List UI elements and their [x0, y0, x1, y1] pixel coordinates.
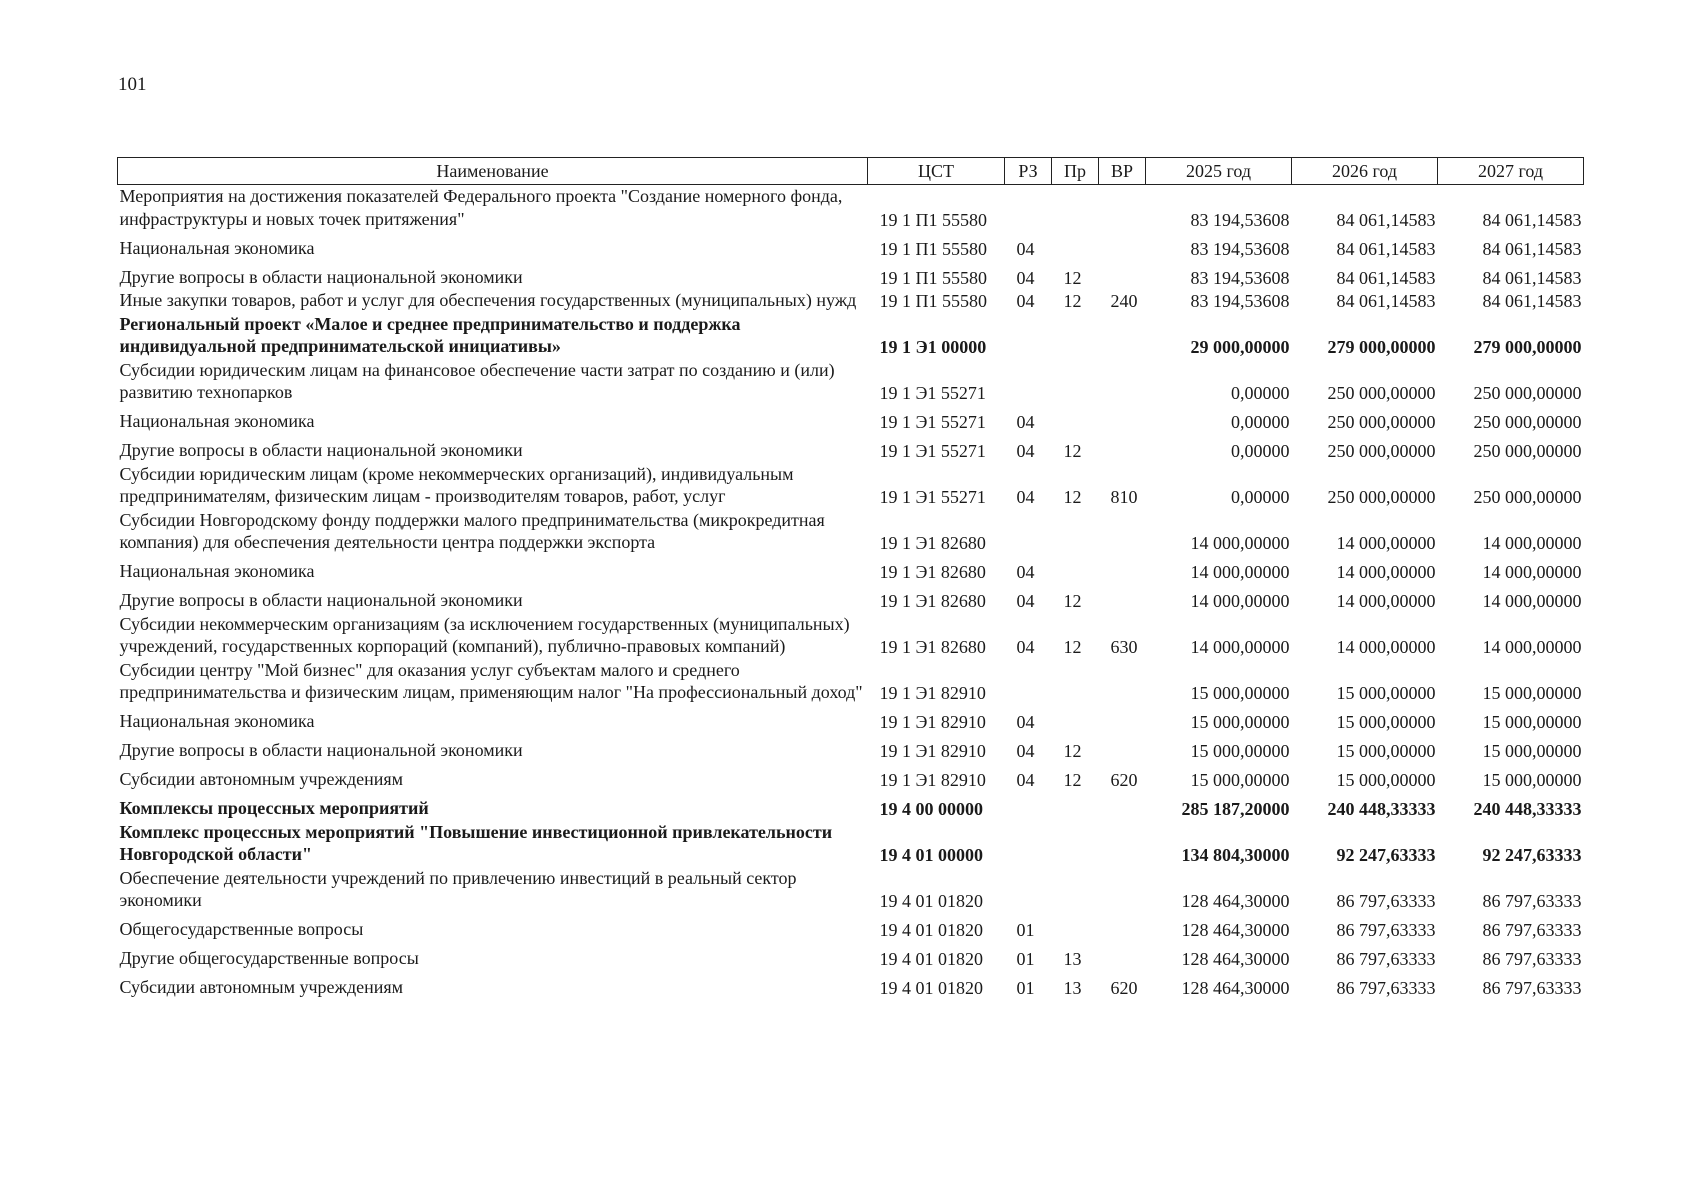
- row-2026: 86 797,63333: [1336, 891, 1436, 911]
- row-cst: 19 1 Э1 55271: [879, 383, 986, 403]
- row-cst: 19 1 Э1 82680: [879, 533, 986, 553]
- header-cst: ЦСТ: [868, 158, 1005, 185]
- row-name: Другие вопросы в области национальной экономики: [119, 740, 523, 760]
- row-2025: 14 000,00000: [1190, 591, 1290, 611]
- row-rz: [1005, 792, 1052, 821]
- row-2026: 279 000,00000: [1327, 337, 1436, 357]
- table-body: [118, 185, 1584, 1000]
- row-2025: 128 464,30000: [1181, 891, 1290, 911]
- row-vr: [1099, 313, 1146, 359]
- header-vr: ВР: [1099, 158, 1146, 185]
- row-2026: 14 000,00000: [1336, 533, 1436, 553]
- row-rz: 01: [1016, 949, 1035, 969]
- row-name: Другие общегосударственные вопросы: [119, 948, 419, 968]
- row-rz: 04: [1016, 712, 1035, 732]
- row-pr: 12: [1063, 267, 1082, 288]
- row-2027: 14 000,00000: [1482, 637, 1582, 657]
- row-2027: 92 247,63333: [1482, 845, 1582, 865]
- row-name: Субсидии Новгородскому фонду поддержки малого предпринимательства (микрокредитная компания) для обеспечения деятельности центра поддержки экспорта: [119, 509, 825, 552]
- row-cst: 19 4 01 01820: [879, 891, 983, 911]
- row-name: Субсидии центру "Мой бизнес" для оказания услуг субъектам малого и среднего предпринимательства и физическим лицам, применяющим налог "На профессиональный доход": [119, 659, 863, 702]
- row-2025: 15 000,00000: [1190, 683, 1290, 703]
- row-vr: [1099, 659, 1146, 705]
- row-cst: 19 1 Э1 82680: [879, 562, 986, 582]
- row-2027: 250 000,00000: [1473, 383, 1582, 403]
- row-vr: 810: [1110, 487, 1138, 507]
- table-row: [118, 734, 1584, 763]
- row-2025: 285 187,20000: [1181, 799, 1290, 819]
- row-pr: [1052, 913, 1099, 942]
- row-2027: 240 448,33333: [1473, 799, 1582, 819]
- row-2027: 84 061,14583: [1482, 291, 1582, 311]
- row-vr: [1099, 260, 1146, 289]
- row-rz: [1005, 821, 1052, 867]
- row-2025: 83 194,53608: [1190, 209, 1290, 230]
- row-2026: 15 000,00000: [1336, 770, 1436, 790]
- table-row: [118, 405, 1584, 434]
- row-2026: 250 000,00000: [1327, 412, 1436, 432]
- row-2027: 14 000,00000: [1482, 562, 1582, 582]
- row-2025: 128 464,30000: [1181, 978, 1290, 998]
- row-2026: 15 000,00000: [1336, 741, 1436, 761]
- row-rz: 04: [1016, 487, 1035, 507]
- row-name: Комплекс процессных мероприятий "Повышение инвестиционной привлекательности Новгородской области": [119, 821, 833, 864]
- row-rz: 04: [1016, 591, 1035, 611]
- row-pr: [1052, 313, 1099, 359]
- row-name: Обеспечение деятельности учреждений по привлечению инвестиций в реальный сектор экономики: [119, 867, 797, 910]
- row-name: Региональный проект «Малое и среднее предпринимательство и поддержка индивидуальной предпринимательской инициативы»: [119, 313, 741, 356]
- table-row: [118, 792, 1584, 821]
- row-rz: [1005, 313, 1052, 359]
- row-vr: [1099, 734, 1146, 763]
- row-cst: 19 4 01 01820: [879, 920, 983, 940]
- row-rz: 01: [1016, 920, 1035, 940]
- row-pr: 12: [1063, 487, 1082, 507]
- row-2027: 250 000,00000: [1473, 487, 1582, 507]
- budget-table: [117, 157, 1584, 1000]
- row-vr: [1099, 821, 1146, 867]
- row-name: Национальная экономика: [119, 711, 315, 731]
- row-2027: 15 000,00000: [1482, 770, 1582, 790]
- row-2025: 0,00000: [1231, 412, 1290, 432]
- row-pr: [1052, 821, 1099, 867]
- row-2027: 15 000,00000: [1482, 712, 1582, 732]
- row-cst: 19 1 П1 55580: [879, 291, 987, 311]
- row-cst: 19 1 Э1 82680: [879, 591, 986, 611]
- row-2027: 84 061,14583: [1482, 238, 1582, 259]
- row-2026: 84 061,14583: [1336, 209, 1436, 230]
- row-rz: 04: [1016, 267, 1035, 288]
- row-2027: 86 797,63333: [1482, 978, 1582, 998]
- row-vr: 620: [1110, 978, 1138, 998]
- row-2025: 14 000,00000: [1190, 533, 1290, 553]
- row-cst: 19 1 Э1 82910: [879, 770, 986, 790]
- table-row: [118, 313, 1584, 359]
- table-row: [118, 463, 1584, 509]
- row-2027: 14 000,00000: [1482, 591, 1582, 611]
- row-cst: 19 1 Э1 00000: [879, 337, 987, 357]
- row-name: Общегосударственные вопросы: [119, 919, 364, 939]
- row-vr: [1099, 434, 1146, 463]
- row-vr: [1099, 705, 1146, 734]
- row-2027: 84 061,14583: [1482, 267, 1582, 288]
- header-2026: 2026 год: [1292, 158, 1438, 185]
- row-2026: 250 000,00000: [1327, 383, 1436, 403]
- row-2026: 250 000,00000: [1327, 441, 1436, 461]
- table-row: [118, 289, 1584, 313]
- row-vr: [1099, 405, 1146, 434]
- header-rz: РЗ: [1005, 158, 1052, 185]
- row-2025: 0,00000: [1231, 487, 1290, 507]
- row-name: Другие вопросы в области национальной экономики: [119, 440, 523, 460]
- row-rz: [1005, 659, 1052, 705]
- header-pr: Пр: [1052, 158, 1099, 185]
- row-2026: 86 797,63333: [1336, 949, 1436, 969]
- table-row: [118, 867, 1584, 913]
- row-pr: 12: [1063, 770, 1082, 790]
- row-vr: [1099, 231, 1146, 260]
- row-name: Иные закупки товаров, работ и услуг для обеспечения государственных (муниципальных) нужд: [119, 290, 857, 310]
- row-name: Субсидии юридическим лицам на финансовое обеспечение части затрат по созданию и (или) развитию технопарков: [119, 359, 835, 402]
- row-name: Другие вопросы в области национальной экономики: [119, 590, 523, 610]
- table-row: [118, 185, 1584, 232]
- table-row: [118, 613, 1584, 659]
- row-2026: 14 000,00000: [1336, 591, 1436, 611]
- row-2027: 15 000,00000: [1482, 741, 1582, 761]
- row-2025: 14 000,00000: [1190, 562, 1290, 582]
- row-2025: 83 194,53608: [1190, 238, 1290, 259]
- row-vr: 620: [1110, 770, 1138, 790]
- row-vr: [1099, 185, 1146, 232]
- table-row: [118, 763, 1584, 792]
- row-vr: 630: [1110, 637, 1138, 657]
- row-vr: 240: [1110, 291, 1138, 311]
- row-2027: 86 797,63333: [1482, 920, 1582, 940]
- row-2026: 15 000,00000: [1336, 683, 1436, 703]
- table-row: [118, 942, 1584, 971]
- row-pr: [1052, 659, 1099, 705]
- row-name: Комплексы процессных мероприятий: [119, 798, 429, 818]
- row-cst: 19 4 01 00000: [879, 845, 983, 865]
- row-2025: 29 000,00000: [1190, 337, 1290, 357]
- row-name: Национальная экономика: [119, 237, 315, 258]
- row-2025: 15 000,00000: [1190, 770, 1290, 790]
- row-2026: 92 247,63333: [1336, 845, 1436, 865]
- row-2025: 134 804,30000: [1181, 845, 1290, 865]
- row-2026: 84 061,14583: [1336, 267, 1436, 288]
- table-row: [118, 260, 1584, 289]
- table-row: [118, 359, 1584, 405]
- row-name: Субсидии некоммерческим организациям (за исключением государственных (муниципальных) учреждений, государственных корпораций (компаний), публично-правовых компаний): [119, 613, 850, 656]
- row-2027: 279 000,00000: [1473, 337, 1582, 357]
- row-2026: 250 000,00000: [1327, 487, 1436, 507]
- row-name: Субсидии юридическим лицам (кроме некоммерческих организаций), индивидуальным предпринимателям, физическим лицам - производителям товаров, работ, услуг: [119, 463, 794, 506]
- row-2026: 86 797,63333: [1336, 978, 1436, 998]
- row-pr: [1052, 555, 1099, 584]
- row-cst: 19 1 Э1 55271: [879, 487, 986, 507]
- row-cst: 19 4 01 01820: [879, 949, 983, 969]
- row-pr: 12: [1063, 441, 1082, 461]
- row-cst: 19 1 Э1 82910: [879, 712, 986, 732]
- header-2027: 2027 год: [1438, 158, 1584, 185]
- row-pr: 12: [1063, 741, 1082, 761]
- row-2027: 86 797,63333: [1482, 891, 1582, 911]
- page-number: 101: [118, 74, 147, 95]
- row-name: Мероприятия на достижения показателей Федерального проекта "Создание номерного фонда, инфраструктуры и новых точек притяжения": [119, 186, 843, 229]
- row-pr: 13: [1063, 978, 1082, 998]
- table-row: [118, 705, 1584, 734]
- row-2026: 14 000,00000: [1336, 562, 1436, 582]
- row-cst: 19 1 Э1 82680: [879, 637, 986, 657]
- row-cst: 19 1 П1 55580: [879, 267, 987, 288]
- row-2025: 14 000,00000: [1190, 637, 1290, 657]
- row-rz: 04: [1016, 770, 1035, 790]
- row-2025: 83 194,53608: [1190, 291, 1290, 311]
- row-rz: 04: [1016, 741, 1035, 761]
- table-row: [118, 509, 1584, 555]
- row-vr: [1099, 913, 1146, 942]
- table-row: [118, 584, 1584, 613]
- row-cst: 19 4 00 00000: [879, 799, 983, 819]
- row-2026: 14 000,00000: [1336, 637, 1436, 657]
- table-row: [118, 231, 1584, 260]
- row-cst: 19 1 П1 55580: [879, 238, 987, 259]
- row-2026: 84 061,14583: [1336, 238, 1436, 259]
- row-vr: [1099, 555, 1146, 584]
- table-row: [118, 821, 1584, 867]
- row-rz: 04: [1016, 637, 1035, 657]
- row-2025: 15 000,00000: [1190, 712, 1290, 732]
- row-vr: [1099, 792, 1146, 821]
- table-row: [118, 659, 1584, 705]
- row-rz: 04: [1016, 412, 1035, 432]
- row-2025: 128 464,30000: [1181, 949, 1290, 969]
- row-name: Другие вопросы в области национальной экономики: [119, 266, 523, 287]
- row-rz: [1005, 185, 1052, 232]
- row-pr: [1052, 867, 1099, 913]
- row-2025: 83 194,53608: [1190, 267, 1290, 288]
- row-2025: 0,00000: [1231, 441, 1290, 461]
- row-vr: [1099, 509, 1146, 555]
- table-row: [118, 913, 1584, 942]
- row-pr: [1052, 705, 1099, 734]
- row-pr: [1052, 231, 1099, 260]
- row-pr: 13: [1063, 949, 1082, 969]
- row-rz: [1005, 867, 1052, 913]
- table-row: [118, 971, 1584, 1000]
- row-2027: 14 000,00000: [1482, 533, 1582, 553]
- row-2025: 15 000,00000: [1190, 741, 1290, 761]
- header-2025: 2025 год: [1146, 158, 1292, 185]
- table-row: [118, 555, 1584, 584]
- row-cst: 19 1 Э1 82910: [879, 683, 986, 703]
- row-2027: 15 000,00000: [1482, 683, 1582, 703]
- row-rz: 04: [1016, 562, 1035, 582]
- row-pr: [1052, 185, 1099, 232]
- row-2027: 250 000,00000: [1473, 441, 1582, 461]
- row-pr: 12: [1063, 591, 1082, 611]
- row-2025: 128 464,30000: [1181, 920, 1290, 940]
- row-rz: 04: [1016, 441, 1035, 461]
- row-cst: 19 1 Э1 55271: [879, 441, 986, 461]
- row-rz: 04: [1016, 291, 1035, 311]
- row-pr: [1052, 405, 1099, 434]
- row-pr: 12: [1063, 637, 1082, 657]
- row-2027: 250 000,00000: [1473, 412, 1582, 432]
- row-cst: 19 1 П1 55580: [879, 209, 987, 230]
- row-2025: 0,00000: [1231, 383, 1290, 403]
- row-pr: [1052, 509, 1099, 555]
- row-rz: [1005, 509, 1052, 555]
- row-name: Субсидии автономным учреждениям: [119, 977, 404, 997]
- row-rz: 01: [1016, 978, 1035, 998]
- row-vr: [1099, 584, 1146, 613]
- header-name: Наименование: [118, 158, 868, 185]
- row-pr: 12: [1063, 291, 1082, 311]
- row-2026: 86 797,63333: [1336, 920, 1436, 940]
- row-pr: [1052, 359, 1099, 405]
- row-cst: 19 1 Э1 82910: [879, 741, 986, 761]
- row-name: Национальная экономика: [119, 561, 315, 581]
- row-rz: [1005, 359, 1052, 405]
- row-2026: 84 061,14583: [1336, 291, 1436, 311]
- row-cst: 19 1 Э1 55271: [879, 412, 986, 432]
- row-rz: 04: [1016, 238, 1035, 259]
- row-2026: 240 448,33333: [1327, 799, 1436, 819]
- row-vr: [1099, 867, 1146, 913]
- row-name: Национальная экономика: [119, 411, 315, 431]
- table-row: [118, 434, 1584, 463]
- row-vr: [1099, 942, 1146, 971]
- row-2027: 84 061,14583: [1482, 209, 1582, 230]
- row-2026: 15 000,00000: [1336, 712, 1436, 732]
- row-vr: [1099, 359, 1146, 405]
- row-cst: 19 4 01 01820: [879, 978, 983, 998]
- row-name: Субсидии автономным учреждениям: [119, 769, 404, 789]
- row-2027: 86 797,63333: [1482, 949, 1582, 969]
- table-header-row: [118, 158, 1584, 185]
- row-pr: [1052, 792, 1099, 821]
